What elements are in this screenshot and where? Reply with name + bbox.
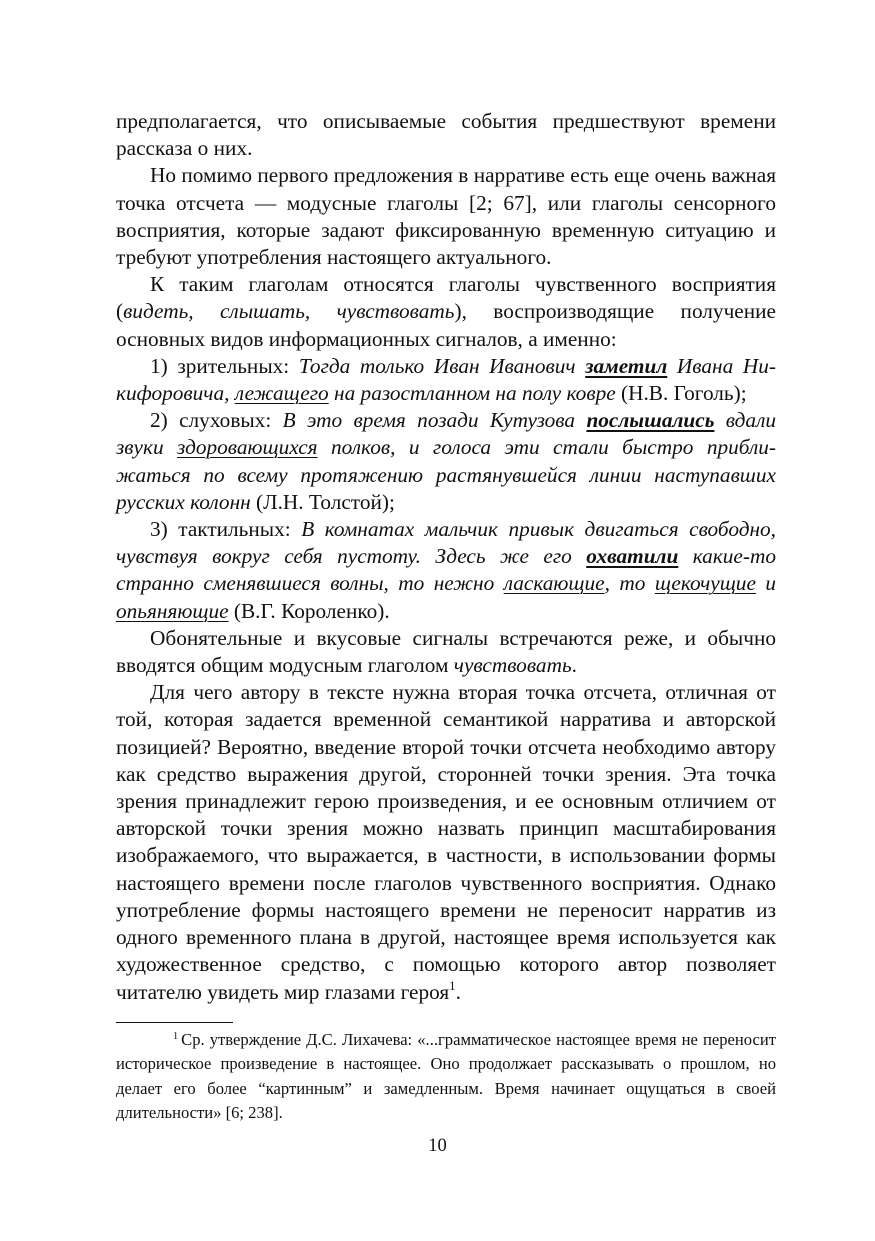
source-author: (Л.Н. Толстой); [250, 489, 395, 514]
participle: ласкающие [503, 571, 605, 596]
footnote-reference[interactable]: 1 [449, 978, 456, 993]
text-run: Обонятельные и вкусовые сигналы встречаются реже, и обычно вводятся общим модусным глаголом [116, 625, 776, 678]
quote-run: полков, и голоса эти стали быстро приближаться по всему протяжению растянувшейся линии наступавших русских колонн [116, 435, 776, 514]
footnote-text [116, 1028, 776, 1126]
paragraph-continued: предполагается, что описываемые события предшествуют времени рассказа о них. [116, 109, 776, 161]
main-text [116, 108, 776, 1006]
example-visual [116, 353, 776, 407]
paragraph-perception-verbs [116, 271, 776, 353]
text-run: ), воспроизводящие получение основных видов информационных сигналов, а именно: [116, 299, 776, 351]
source-author: (В.Г. Короленко). [228, 598, 390, 623]
quote-run: Ивана Никифоровича, [116, 353, 776, 406]
example-label: 2) слуховых: [150, 408, 283, 433]
text-run: Для чего автору в тексте нужна вторая точка отсчета, отличная от той, которая задается временной семантикой нарратива и авторской позицией? Вероятно, введение второй точки отсчета необходимо автору как средство выражения другой, сторонней точки зрения. Эта точка зрения принадлежит герою произведения, и ее основным отличием от авторской точки зрения можно назвать принцип масштабирования изображаемого, что выражается, в частности, в использовании формы настоящего времени после глаголов чувственного восприятия. Однако употребление формы настоящего времени не переносит нарратив из одного временного плана в другой, настоящее время используется как художественное средство, с помощью которого автор позволяет читателю увидеть мир глазами героя [116, 680, 776, 1004]
verb-italic: чувствовать [453, 653, 572, 678]
key-verb: охватили [586, 544, 679, 569]
page-number: 10 [428, 1136, 447, 1156]
footnote-number: 1 [173, 1030, 179, 1042]
participle: здоровающихся [177, 435, 318, 460]
paragraph-second-point [116, 679, 776, 1005]
example-auditory [116, 407, 776, 516]
participle: лежащего [234, 381, 329, 406]
text-run: . [571, 653, 577, 678]
quote-run: Тогда только Иван Иванович [298, 353, 586, 378]
example-label: 3) тактильных: [150, 517, 302, 542]
footnote [116, 1028, 776, 1126]
example-tactile [116, 516, 776, 625]
quote-run: вдали звуки [116, 408, 776, 460]
footnote-body: Ср. утверждение Д.С. Лихачева: «...грамматическое настоящее время не переносит историческое произведение в настоящее. Оно продолжает рассказывать о прошлом, но делает его более “картинным” и замедленным. Время начинает ощущаться в своей длительности» [6; 238]. [116, 1030, 776, 1123]
quote-run: В комнатах мальчик привык двигаться свободно, чувствуя вокруг себя пустоту. Здесь же его [116, 517, 777, 569]
verb-list: видеть, слышать, чувствовать [123, 299, 455, 324]
source-author: (Н.В. Гоголь); [615, 381, 747, 406]
quote-run: , то [604, 571, 655, 596]
quote-run: какие-то странно сменявшиеся волны, то нежно [116, 544, 777, 596]
paragraph-smell-taste [116, 625, 776, 679]
quote-run: на разостланном на полу ковре [328, 381, 616, 406]
key-verb: послышались [586, 408, 715, 433]
example-label: 1) зрительных: [150, 353, 299, 378]
paragraph-modal-verbs: Но помимо первого предложения в нарративе есть еще очень важная точка отсчета — модусные глаголы [2; 67], или глаголы сенсорного восприятия, которые задают фиксированную временную ситуацию и требуют употребления настоящего актуального. [116, 163, 776, 270]
quote-run: В это время позади Кутузова [282, 408, 587, 433]
text-run: К таким глаголам относятся глаголы чувственного восприятия ( [116, 272, 776, 324]
participle: щекочущие [654, 571, 756, 596]
key-verb: заметил [585, 353, 668, 378]
participle: опьяняющие [116, 598, 229, 623]
quote-run: и [755, 571, 776, 596]
footnote-divider [116, 1022, 233, 1023]
text-run: . [455, 979, 461, 1004]
